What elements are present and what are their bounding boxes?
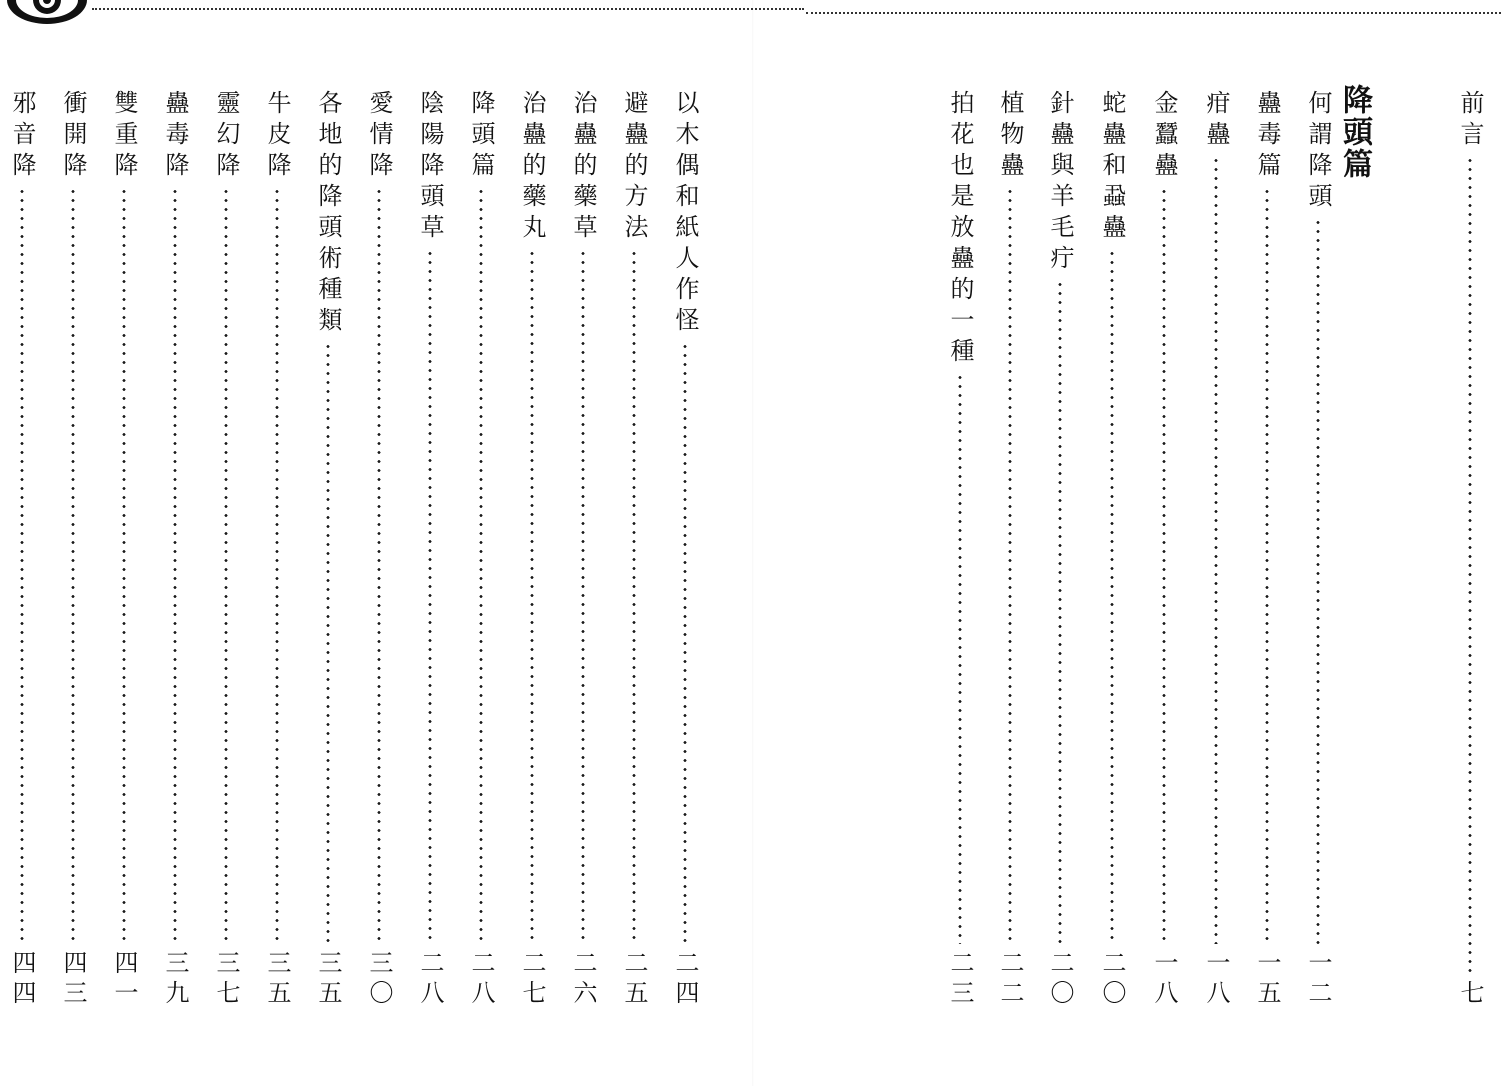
toc-entry-paihua[interactable] bbox=[942, 90, 978, 1010]
toc-entry-illusion-jiang[interactable] bbox=[208, 90, 244, 1010]
toc-page-number: 二六 bbox=[569, 950, 597, 1010]
header-dotted-rule-right bbox=[806, 12, 1501, 14]
toc-title: 拍花也是放蠱的一種 bbox=[946, 90, 974, 369]
toc-page-number: 三七 bbox=[212, 950, 240, 1010]
dot-leader bbox=[1162, 187, 1166, 944]
toc-page-number: 二五 bbox=[620, 950, 648, 1010]
toc-title: 衝開降 bbox=[59, 90, 87, 183]
toc-entry-golden-silkworm-gu[interactable] bbox=[1146, 90, 1182, 1010]
dot-leader bbox=[224, 187, 228, 944]
toc-title: 蛇蠱和蝨蠱 bbox=[1098, 90, 1126, 245]
dot-leader bbox=[173, 187, 177, 944]
dot-leader bbox=[1058, 280, 1062, 944]
toc-title: 何謂降頭 bbox=[1304, 90, 1332, 214]
toc-page-number: 四一 bbox=[110, 950, 138, 1010]
dot-leader bbox=[1265, 187, 1269, 944]
toc-entry-love-jiang[interactable] bbox=[361, 90, 397, 1010]
toc-entry-evil-sound-jiang[interactable] bbox=[4, 90, 40, 1010]
dot-leader bbox=[958, 373, 962, 944]
toc-page-number: 二〇 bbox=[1098, 950, 1126, 1010]
dot-leader bbox=[428, 249, 432, 944]
dot-leader bbox=[275, 187, 279, 944]
toc-title: 植物蠱 bbox=[996, 90, 1024, 183]
toc-page-number: 三五 bbox=[263, 950, 291, 1010]
toc-entry-yinyang-herb[interactable] bbox=[412, 90, 448, 1010]
toc-entry-what-is-jiangtou[interactable] bbox=[1300, 90, 1336, 1010]
toc-entry-regional-types[interactable] bbox=[310, 90, 346, 1010]
toc-title: 愛情降 bbox=[365, 90, 393, 183]
toc-page-number: 二四 bbox=[671, 950, 699, 1010]
toc-title: 以木偶和紙人作怪 bbox=[671, 90, 699, 338]
dot-leader bbox=[20, 187, 24, 944]
toc-page-number: 一二 bbox=[1304, 950, 1332, 1010]
toc-title: 蠱毒篇 bbox=[1253, 90, 1281, 183]
toc-page-number: 一五 bbox=[1253, 950, 1281, 1010]
toc-page-number: 二八 bbox=[467, 950, 495, 1010]
toc-entry-chongkai-jiang[interactable] bbox=[55, 90, 91, 1010]
toc-page-number: 三九 bbox=[161, 950, 189, 1010]
toc-page-number: 四三 bbox=[59, 950, 87, 1010]
dot-leader bbox=[683, 342, 687, 944]
dot-leader bbox=[1316, 218, 1320, 944]
toc-page-number: 三〇 bbox=[365, 950, 393, 1010]
toc-page-number: 二八 bbox=[416, 950, 444, 1010]
toc-entry-snake-and-louse-gu[interactable] bbox=[1094, 90, 1130, 1010]
header-dotted-rule-left bbox=[92, 8, 804, 10]
section-heading: 降頭篇 bbox=[1337, 84, 1372, 180]
toc-entry-gan-gu[interactable] bbox=[1198, 90, 1234, 1010]
toc-entry-jiangtou-chapter[interactable] bbox=[463, 90, 499, 1010]
dot-leader bbox=[326, 342, 330, 944]
eye-logo-icon bbox=[4, 0, 90, 26]
toc-entry-pills-for-gu[interactable] bbox=[514, 90, 550, 1010]
dot-leader bbox=[1008, 187, 1012, 944]
toc-page-number: 一八 bbox=[1150, 950, 1178, 1010]
toc-entry-gudu-chapter[interactable] bbox=[1249, 90, 1285, 1010]
toc-page-number: 二〇 bbox=[1046, 950, 1074, 1010]
page-gutter bbox=[752, 0, 754, 1086]
dot-leader bbox=[632, 249, 636, 944]
toc-page-number: 二二 bbox=[996, 950, 1024, 1010]
toc-title: 金蠶蠱 bbox=[1150, 90, 1178, 183]
toc-title: 陰陽降頭草 bbox=[416, 90, 444, 245]
toc-page-number: 七 bbox=[1456, 980, 1484, 1010]
dot-leader bbox=[122, 187, 126, 944]
toc-title: 針蠱與羊毛疔 bbox=[1046, 90, 1074, 276]
dot-leader bbox=[71, 187, 75, 944]
dot-leader bbox=[530, 249, 534, 944]
toc-entry-herbs-for-gu[interactable] bbox=[565, 90, 601, 1010]
toc-entry-avoiding-gu[interactable] bbox=[616, 90, 652, 1010]
toc-page-number: 四四 bbox=[8, 950, 36, 1010]
dot-leader bbox=[1468, 156, 1472, 974]
toc-title: 各地的降頭術種類 bbox=[314, 90, 342, 338]
toc-title: 前言 bbox=[1456, 90, 1484, 152]
toc-entry-gudu-jiang[interactable] bbox=[157, 90, 193, 1010]
toc-entry-plant-gu[interactable] bbox=[992, 90, 1028, 1010]
toc-entry-puppets[interactable] bbox=[667, 90, 703, 1010]
toc-entry-preface[interactable] bbox=[1452, 90, 1488, 1010]
toc-entry-cowhide-jiang[interactable] bbox=[259, 90, 295, 1010]
dot-leader bbox=[1214, 156, 1218, 944]
toc-title: 避蠱的方法 bbox=[620, 90, 648, 245]
toc-title: 蠱毒降 bbox=[161, 90, 189, 183]
toc-title: 疳蠱 bbox=[1202, 90, 1230, 152]
toc-page-number: 二七 bbox=[518, 950, 546, 1010]
toc-title: 靈幻降 bbox=[212, 90, 240, 183]
toc-page-number: 三五 bbox=[314, 950, 342, 1010]
dot-leader bbox=[377, 187, 381, 944]
dot-leader bbox=[1110, 249, 1114, 944]
dot-leader bbox=[581, 249, 585, 944]
toc-title: 治蠱的藥丸 bbox=[518, 90, 546, 245]
toc-page-number: 一八 bbox=[1202, 950, 1230, 1010]
toc-title: 邪音降 bbox=[8, 90, 36, 183]
toc-entry-needle-gu[interactable] bbox=[1042, 90, 1078, 1010]
toc-title: 治蠱的藥草 bbox=[569, 90, 597, 245]
toc-title: 牛皮降 bbox=[263, 90, 291, 183]
dot-leader bbox=[479, 187, 483, 944]
toc-title: 雙重降 bbox=[110, 90, 138, 183]
toc-page-number: 二三 bbox=[946, 950, 974, 1010]
toc-title: 降頭篇 bbox=[467, 90, 495, 183]
toc-entry-double-jiang[interactable] bbox=[106, 90, 142, 1010]
